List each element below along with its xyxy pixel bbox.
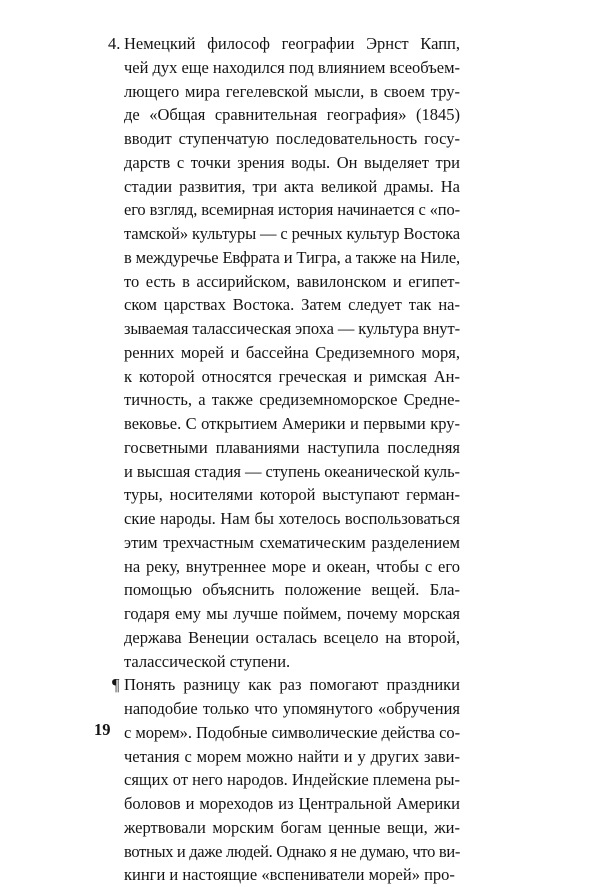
note-marker: 4. <box>108 34 121 53</box>
text-line <box>124 246 460 270</box>
text-line <box>124 697 460 721</box>
line-text: Немецкий философ географии Эрнст Капп, <box>124 34 460 53</box>
line-text: наподобие только что упомянутого «обручения <box>124 699 460 718</box>
text-line <box>124 317 460 341</box>
line-text: жертвовали морским богам ценные вещи, жи- <box>124 817 460 837</box>
text-line <box>124 270 460 294</box>
text-line <box>124 222 460 246</box>
text-line <box>124 650 460 674</box>
line-text: лющего мира гегелевской мысли, в своем тру- <box>124 81 460 101</box>
line-text: годаря ему мы лучше поймем, почему морская <box>124 604 460 623</box>
line-text: талассической ступени. <box>124 651 291 671</box>
text-line <box>124 507 460 531</box>
text-line <box>108 32 460 56</box>
text-line <box>124 816 460 840</box>
line-text: вотных и даже людей. Однако я не думаю, что ви- <box>124 841 460 861</box>
text-line <box>124 792 460 816</box>
text-line <box>124 127 460 151</box>
text-line <box>124 626 460 650</box>
text-line <box>124 721 460 745</box>
text-line <box>124 198 460 222</box>
text-line <box>124 436 460 460</box>
page-number: 19 <box>94 720 111 739</box>
line-text: на реку, внутреннее море и океан, чтобы с его <box>124 556 460 576</box>
text-line <box>124 768 460 792</box>
line-text: то есть в ассирийском, вавилонском и египет- <box>124 271 460 291</box>
line-text: ском царствах Востока. Затем следует так на- <box>124 295 460 315</box>
body-paragraph <box>112 673 460 887</box>
numbered-note <box>108 32 460 673</box>
text-line <box>124 578 460 602</box>
line-text: Понять разницу как раз помогают праздники <box>124 675 460 695</box>
line-text: к которой относятся греческая и римская Ан- <box>124 366 460 386</box>
line-text: и высшая стадия — ступень океанической куль- <box>124 461 460 481</box>
line-text: туры, носителями которой выступают герман- <box>124 485 460 505</box>
text-line <box>124 341 460 365</box>
text-line <box>124 388 460 412</box>
line-text: в междуречье Евфрата и Тигра, а также на Ниле, <box>124 247 460 267</box>
text-line <box>124 745 460 769</box>
line-text: госветными плаваниями наступила последняя <box>124 437 460 457</box>
paragraph-marker: ¶ <box>112 675 120 695</box>
line-text: его взгляд, всемирная история начинается с «по- <box>124 200 460 220</box>
text-line <box>124 175 460 199</box>
line-text: четания с морем можно найти и у других зави- <box>124 746 460 766</box>
line-text: ские народы. Нам бы хотелось воспользоваться <box>124 509 460 528</box>
text-line <box>124 293 460 317</box>
line-text: с морем». Подобные символические действа со- <box>124 722 460 742</box>
line-text: держава Венеции осталась всецело на второй, <box>124 627 460 647</box>
line-text: стадии развития, три акта великой драмы. На <box>124 176 460 196</box>
line-text: этим трехчастным схематическим разделением <box>124 532 460 552</box>
text-line <box>124 483 460 507</box>
text-line <box>124 412 460 436</box>
line-text: ренних морей и бассейна Средиземного моря, <box>124 342 460 362</box>
line-text: тамской» культуры — с речных культур Востока <box>124 224 460 243</box>
line-text: дарств с точки зрения воды. Он выделяет три <box>124 152 460 172</box>
line-text: вводит ступенчатую последовательность госу- <box>124 129 460 148</box>
text-line <box>124 365 460 389</box>
text-line <box>124 460 460 484</box>
text-line <box>124 56 460 80</box>
line-text: кинги и настоящие «вспениватели морей» про- <box>124 865 455 885</box>
line-text: тичность, а также средиземноморское Средне- <box>124 390 460 410</box>
line-text: сящих от него народов. Индейские племена ры- <box>124 770 460 790</box>
text-line <box>124 103 460 127</box>
line-text: вековье. С открытием Америки и первыми кру- <box>124 414 460 433</box>
text-line <box>112 673 460 697</box>
text-block <box>108 32 460 887</box>
line-text: де «Общая сравнительная география» (1845) <box>124 105 460 125</box>
text-line <box>124 151 460 175</box>
text-line <box>124 531 460 555</box>
text-line <box>124 863 460 887</box>
text-line <box>124 80 460 104</box>
text-line <box>124 840 460 864</box>
line-text: чей дух еще находился под влиянием всеобъем- <box>124 57 460 77</box>
line-text: помощью объяснить положение вещей. Бла- <box>124 580 460 600</box>
line-text: боловов и мореходов из Центральной Америки <box>124 794 460 813</box>
text-line <box>124 555 460 579</box>
line-text: зываемая талассическая эпоха — культура внут- <box>124 319 460 338</box>
text-line <box>124 602 460 626</box>
